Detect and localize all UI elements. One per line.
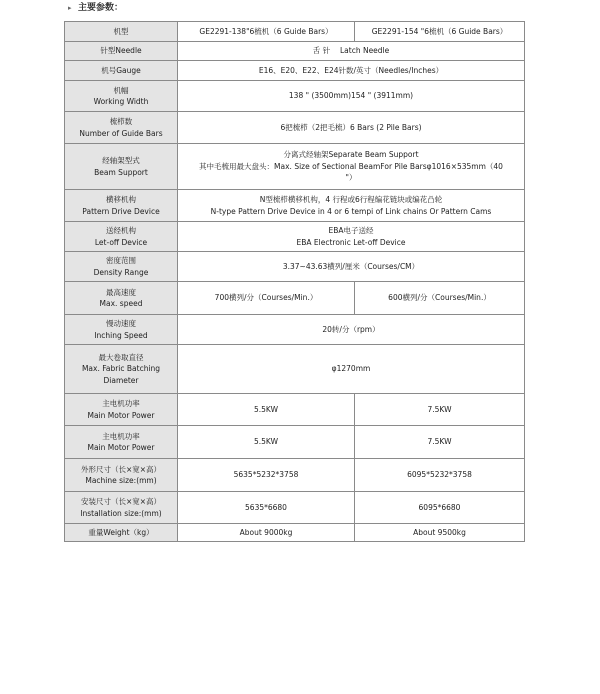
table-row: [65, 492, 525, 524]
label-cn: 横移机构: [106, 195, 136, 204]
row-label-motor: [65, 426, 178, 459]
section-heading: [68, 2, 123, 14]
pattern-line-2: N-type Pattern Drive Device in 4 or 6 tempi of Link chains Or Pattern Cams: [210, 206, 492, 216]
label-en: Max. speed: [99, 299, 143, 308]
table-row: [65, 190, 525, 222]
row-label-machine-size: [65, 459, 178, 492]
label-cn: 送经机构: [106, 226, 136, 235]
motor2-col1: 5.5KW: [178, 426, 355, 459]
weight-col1: About 9000kg: [178, 524, 355, 542]
label-en: Installation size:(mm): [80, 508, 162, 518]
motor1-col2: 7.5KW: [355, 394, 525, 426]
row-label-width: [65, 81, 178, 112]
label-en: Main Motor Power: [87, 443, 155, 452]
table-row: [65, 81, 525, 112]
label-cn: 密度范围: [106, 256, 136, 265]
spec-table: [64, 21, 525, 542]
row-label-pattern: [65, 190, 178, 222]
table-row: [65, 524, 525, 542]
bullet-icon: ▸: [68, 4, 72, 12]
label-cn: 最高速度: [106, 287, 136, 297]
row-label-weight: 重量Weight（kg）: [65, 524, 178, 542]
label-en: Working Width: [93, 97, 149, 106]
speed-col1: 700横列/分（Courses/Min.）: [178, 282, 355, 315]
label-en: Inching Speed: [94, 330, 148, 340]
row-label-install-size: [65, 492, 178, 524]
label-en: Diameter: [103, 375, 139, 385]
label-en: Machine size:(mm): [85, 476, 157, 485]
weight-col2: About 9500kg: [355, 524, 525, 542]
model-col2: GE2291-154 "6梳机（6 Guide Bars）: [355, 22, 525, 42]
table-row: [65, 144, 525, 190]
table-row: [65, 315, 525, 345]
beam-value: [178, 144, 525, 190]
label-en: Beam Support: [94, 167, 148, 177]
row-label-beam: [65, 144, 178, 190]
density-value: 3.37~43.63横列/厘米（Courses/CM）: [178, 252, 525, 282]
motor2-col2: 7.5KW: [355, 426, 525, 459]
row-label-model: 机型: [65, 22, 178, 42]
beam-line-3: "）: [345, 173, 357, 183]
machine-size-col1: 5635*5232*3758: [178, 459, 355, 492]
row-label-speed: [65, 282, 178, 315]
beam-line-1: 分离式经轴架Separate Beam Support: [283, 150, 419, 160]
table-row: [65, 252, 525, 282]
row-label-batching: [65, 345, 178, 394]
row-label-needle: 针型Needle: [65, 42, 178, 61]
needle-value: 舌 针 Latch Needle: [178, 42, 525, 61]
row-label-letoff: [65, 222, 178, 252]
table-row: [65, 112, 525, 144]
letoff-value: [178, 222, 525, 252]
label-cn: 机幅: [113, 85, 129, 95]
table-row: [65, 345, 525, 394]
label-en: Main Motor Power: [87, 410, 155, 420]
row-label-density: [65, 252, 178, 282]
table-row: [65, 394, 525, 426]
table-row: [65, 282, 525, 315]
row-label-motor: [65, 394, 178, 426]
label-en: Pattern Drive Device: [82, 206, 160, 216]
table-row: [65, 42, 525, 61]
label-en: Density Range: [93, 267, 149, 277]
motor1-col1: 5.5KW: [178, 394, 355, 426]
label-cn: 梳栉数: [109, 117, 133, 126]
batching-value: φ1270mm: [178, 345, 525, 394]
guide-bars-value: 6把梳栉（2把毛梳）6 Bars (2 Pile Bars): [178, 112, 525, 144]
label-en: Number of Guide Bars: [79, 128, 163, 138]
table-row: [65, 222, 525, 252]
model-col1: GE2291-138"6梳机（6 Guide Bars）: [178, 22, 355, 42]
label-en: Max. Fabric Batching: [81, 364, 161, 374]
table-row: [65, 459, 525, 492]
beam-line-2: 其中毛梳用最大盘头：Max. Size of Sectional BeamFor Pile Barsφ1016×535mm（40: [199, 161, 503, 171]
label-en: Let-off Device: [94, 237, 148, 247]
label-cn: 经轴架型式: [102, 156, 140, 165]
install-size-col1: 5635*6680: [178, 492, 355, 524]
table-row: [65, 22, 525, 42]
pattern-line-1: N型梳栉横移机构，4 行程或6行程编花链块或编花凸轮: [259, 195, 443, 204]
label-cn: 安装尺寸（长×宽×高）: [80, 497, 162, 506]
inching-value: 20转/分（rpm）: [178, 315, 525, 345]
row-label-inching: [65, 315, 178, 345]
machine-size-col2: 6095*5232*3758: [355, 459, 525, 492]
label-cn: 最大卷取直径: [98, 352, 144, 362]
label-cn: 主电机功率: [102, 399, 140, 408]
letoff-line-1: EBA电子送经: [328, 226, 374, 235]
section-title: 主要参数：: [78, 3, 124, 13]
width-value: 138 " (3500mm)154 " (3911mm): [178, 81, 525, 112]
label-cn: 主电机功率: [102, 431, 140, 441]
speed-col2: 600横列/分（Courses/Min.）: [355, 282, 525, 315]
label-cn: 外形尺寸（长×宽×高）: [80, 464, 162, 474]
table-row: [65, 61, 525, 81]
letoff-line-2: EBA Electronic Let-off Device: [296, 237, 406, 247]
pattern-value: [178, 190, 525, 222]
table-row: [65, 426, 525, 459]
install-size-col2: 6095*6680: [355, 492, 525, 524]
row-label-guide-bars: [65, 112, 178, 144]
row-label-gauge: 机号Gauge: [65, 61, 178, 81]
gauge-value: E16、E20、E22、E24针数/英寸（Needles/Inches）: [178, 61, 525, 81]
label-cn: 慢动速度: [106, 319, 136, 328]
